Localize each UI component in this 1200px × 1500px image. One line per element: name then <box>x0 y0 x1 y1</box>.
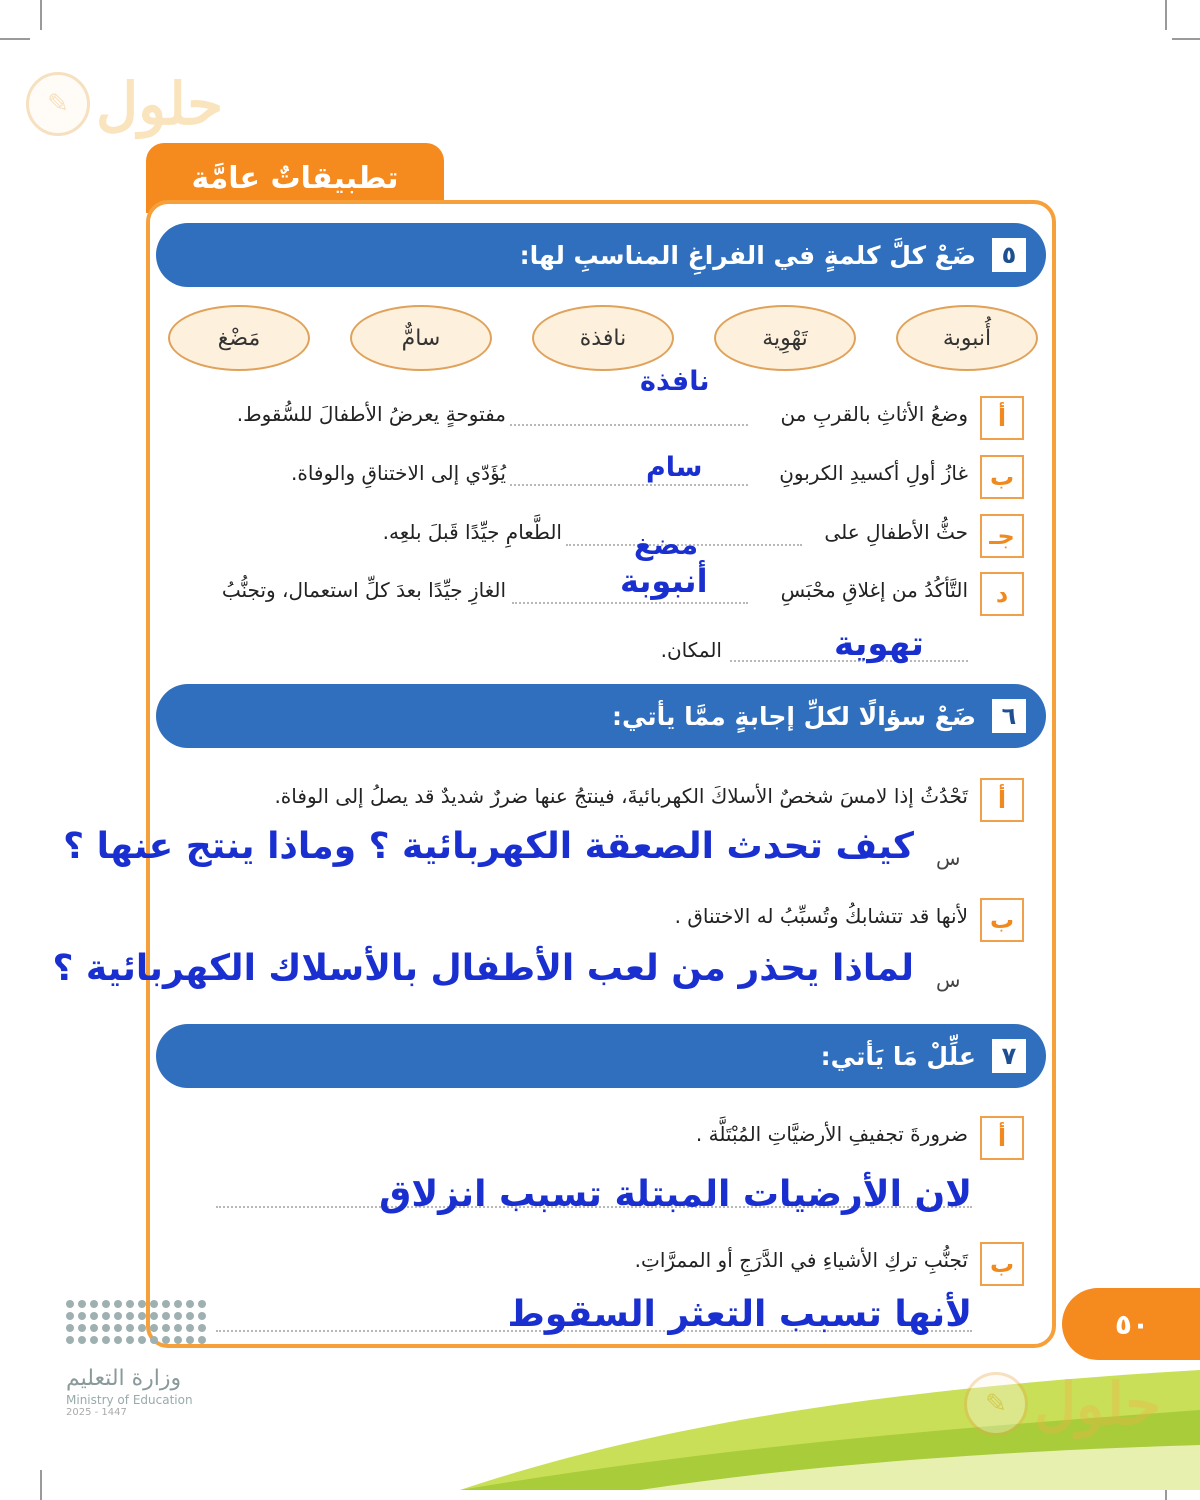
question-title: ضَعْ كلَّ كلمةٍ في الفراغِ المناسبِ لها: <box>519 240 976 270</box>
handwritten-question: كيف تحدث الصعقة الكهربائية ؟ وماذا ينتج عنها ؟ <box>63 826 914 867</box>
watermark-top: ✎ حلول <box>26 70 223 138</box>
item-text-left: المكان. <box>660 638 722 662</box>
blank-line <box>510 484 748 486</box>
item-text: تَجنُّبِ تركِ الأشياءِ في الدَّرَجِ أو الممرَّاتِ. <box>634 1248 968 1272</box>
question-5-header <box>156 223 1046 287</box>
ministry-year: 2025 - 1447 <box>66 1407 127 1418</box>
word-pill: أُنبوبة <box>896 305 1038 371</box>
question-prefix: س <box>936 968 961 992</box>
book-icon: ✎ <box>26 72 90 136</box>
word-pill: سامٌّ <box>350 305 492 371</box>
question-number: ٥ <box>992 238 1026 272</box>
item-letter: ب <box>980 455 1024 499</box>
item-letter: جـ <box>980 514 1024 558</box>
ministry-logo <box>66 1300 216 1418</box>
question-number: ٦ <box>992 699 1026 733</box>
question-title: علِّلْ مَا يَأتي: <box>820 1041 976 1071</box>
word-pill: مَضْغ <box>168 305 310 371</box>
crop-mark <box>0 38 30 40</box>
item-text-left: الغازِ جيِّدًا بعدَ كلِّ استعمال، وتجنُّبُ <box>221 578 506 602</box>
handwritten-question: لماذا يحذر من لعب الأطفال بالأسلاك الكهربائية ؟ <box>52 948 914 989</box>
item-letter: ب <box>980 1242 1024 1286</box>
handwritten-answer: تهوية <box>834 624 924 664</box>
word-pill: نافذة <box>532 305 674 371</box>
crop-mark <box>40 0 42 30</box>
item-letter: أ <box>980 778 1024 822</box>
question-7-header <box>156 1024 1046 1088</box>
question-prefix: س <box>936 846 961 870</box>
item-text-right: وضعُ الأثاثِ بالقربِ من <box>780 402 968 426</box>
crop-mark <box>1172 38 1200 40</box>
question-6-header <box>156 684 1046 748</box>
handwritten-answer: مضغ <box>634 528 699 561</box>
item-answer-text: تَحْدُثُ إذا لامسَ شخصٌ الأسلاكَ الكهربائيةَ، فينتجُ عنها ضررٌ شديدٌ قد يصلُ إلى الوفاة. <box>274 784 968 808</box>
handwritten-answer: نافذة <box>640 366 710 397</box>
book-icon: ✎ <box>964 1372 1028 1436</box>
question-title: ضَعْ سؤالًا لكلِّ إجابةٍ ممَّا يأتي: <box>611 701 976 731</box>
item-text-left: يُؤَدّي إلى الاختناقِ والوفاة. <box>291 461 506 485</box>
item-text-left: الطَّعامِ جيِّدًا قَبلَ بلعِه. <box>382 520 562 544</box>
ministry-name-english: Ministry of Education <box>66 1393 193 1407</box>
item-answer-text: لأنها قد تتشابكُ وتُسبِّبُ له الاختناق . <box>674 904 968 928</box>
item-letter: أ <box>980 396 1024 440</box>
ministry-name-arabic: وزارة التعليم <box>66 1366 182 1391</box>
crop-mark <box>1165 0 1167 30</box>
item-letter: د <box>980 572 1024 616</box>
handwritten-answer: أنبوبة <box>620 562 708 600</box>
handwritten-answer: لان الأرضيات المبتلة تسبب انزلاق <box>379 1174 972 1215</box>
item-text-right: حثُّ الأطفالِ على <box>824 520 968 544</box>
handwritten-answer: لأنها تسبب التعثر السقوط <box>507 1294 972 1335</box>
crop-mark <box>40 1470 42 1500</box>
word-pill: تَهْوِية <box>714 305 856 371</box>
blank-line <box>512 602 748 604</box>
item-text: ضرورةَ تجفيفِ الأرضيَّاتِ المُبْتَلَّة . <box>695 1122 968 1146</box>
item-text-right: التَّأكُدُ من إغلاقِ محْبَسِ <box>780 578 968 602</box>
item-text-left: مفتوحةٍ يعرضُ الأطفالَ للسُّقوط. <box>236 402 506 426</box>
item-letter: أ <box>980 1116 1024 1160</box>
item-letter: ب <box>980 898 1024 942</box>
page-number: ٥٠ <box>1114 1307 1150 1341</box>
item-text-right: غازُ أولِ أكسيدِ الكربونِ <box>779 461 968 485</box>
page-number-tab <box>1062 1288 1200 1360</box>
ministry-emblem-icon <box>66 1300 216 1344</box>
handwritten-answer: سام <box>646 452 703 483</box>
watermark-bottom: ✎ حلول <box>964 1370 1161 1438</box>
section-tab-title: تطبيقاتٌ عامَّة <box>191 160 399 196</box>
blank-line <box>510 424 748 426</box>
question-number: ٧ <box>992 1039 1026 1073</box>
